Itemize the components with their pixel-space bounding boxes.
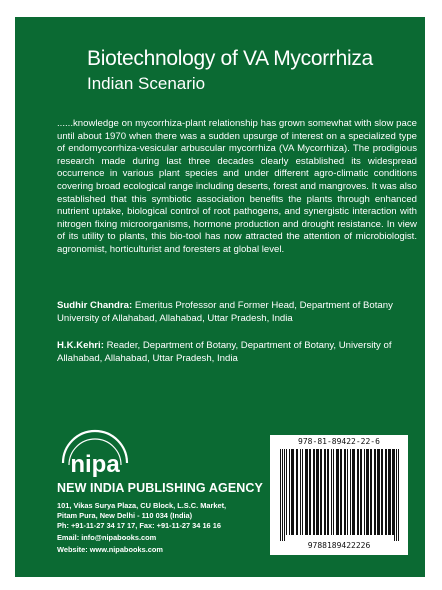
barcode-bar <box>344 449 346 535</box>
publisher-website: Website: www.nipabooks.com <box>57 545 163 554</box>
author-bio-2 <box>57 339 417 365</box>
barcode-bar <box>289 449 290 535</box>
barcode-bar <box>364 449 365 535</box>
barcode-bar <box>352 449 355 535</box>
barcode-bar <box>296 449 298 535</box>
author-description-1: Emeritus Professor and Former Head, Department of Botany University of Allahabad, Allahabad, Uttar Pradesh, India <box>57 300 393 324</box>
logo-text: nipa <box>70 451 120 478</box>
barcode-bar <box>392 449 394 535</box>
barcode-bar <box>324 449 326 535</box>
barcode-bar <box>309 449 311 535</box>
barcode-bar <box>381 449 383 535</box>
barcode-bar <box>316 449 319 535</box>
blurb-text: ......knowledge on mycorrhiza-plant relationship has grown somewhat with slow pace until about 1970 when there was a sudden upsurge of interest on a specialized type of endomycorrhiza-vesicular arbuscular mycorrhiza (VA Mycorrhiza). The prodigious research made during last three decades clearly established its widespread occurrence in various plant species and under different agro-climatic conditions covering broad ecological range including deserts, forest and mangroves. It was also established that this symbiotic association benefits the plants through enhanced nutrient uptake, biological control of root pathogens, and synergistic interaction with nitrogen fixing microorganisms, hormone production and drought resistance. In view of its utility to plants, this bio-tool has now attracted the attention of microbiologist. agronomist, horticulturist and foresters at global level. <box>57 118 417 255</box>
barcode-bar <box>284 449 285 541</box>
barcode-bar <box>357 449 359 535</box>
barcode-bar <box>320 449 322 535</box>
barcode-bar <box>388 449 391 535</box>
barcode-bar <box>286 449 287 535</box>
author-name-2: H.K.Kehri: <box>57 340 104 351</box>
barcode-bar <box>360 449 362 535</box>
barcode-bar <box>331 449 332 535</box>
barcode-bar <box>366 449 369 535</box>
barcode-bar <box>385 449 387 535</box>
back-cover <box>15 17 425 577</box>
barcode-bar <box>398 449 399 541</box>
barcode-bar <box>347 449 348 535</box>
barcode-bar <box>333 449 334 535</box>
book-subtitle: Indian Scenario <box>87 74 206 93</box>
barcode-bar <box>377 449 380 535</box>
barcode-bar <box>291 449 294 535</box>
barcode <box>278 449 400 541</box>
barcode-bar <box>336 449 339 535</box>
barcode-bar <box>302 449 303 535</box>
publisher-name: NEW INDIA PUBLISHING AGENCY <box>57 481 263 495</box>
author-name-1: Sudhir Chandra: <box>57 300 133 311</box>
nipa-logo <box>57 427 133 481</box>
barcode-digits: 9788189422226 <box>307 541 371 550</box>
author-bio-1 <box>57 299 417 325</box>
barcode-bar <box>280 449 281 541</box>
publisher-address-line2: Pitam Pura, New Delhi - 110 034 (India) <box>57 511 193 520</box>
book-title: Biotechnology of VA Mycorrhiza <box>87 47 373 70</box>
barcode-bar <box>374 449 376 535</box>
publisher-address-line1: 101, Vikas Surya Plaza, CU Block, L.S.C. Market, <box>57 501 227 510</box>
barcode-bar <box>305 449 308 535</box>
barcode-bar <box>340 449 342 535</box>
publisher-email: Email: info@nipabooks.com <box>57 533 157 542</box>
barcode-box <box>270 435 408 555</box>
barcode-bar <box>394 449 395 541</box>
barcode-bar <box>396 449 397 541</box>
barcode-bar <box>350 449 351 535</box>
isbn-text: 978-81-89422-22-6 <box>298 437 380 446</box>
publisher-phone: Ph: +91-11-27 34 17 17, Fax: +91-11-27 34 16 16 <box>57 521 221 530</box>
barcode-bar <box>327 449 329 535</box>
barcode-bar <box>282 449 283 541</box>
author-description-2: Reader, Department of Botany, Department of Botany, University of Allahabad, Allahabad, Uttar Pradesh, India <box>57 340 392 364</box>
barcode-bar <box>300 449 301 535</box>
barcode-bar <box>313 449 315 535</box>
barcode-bar <box>370 449 372 535</box>
